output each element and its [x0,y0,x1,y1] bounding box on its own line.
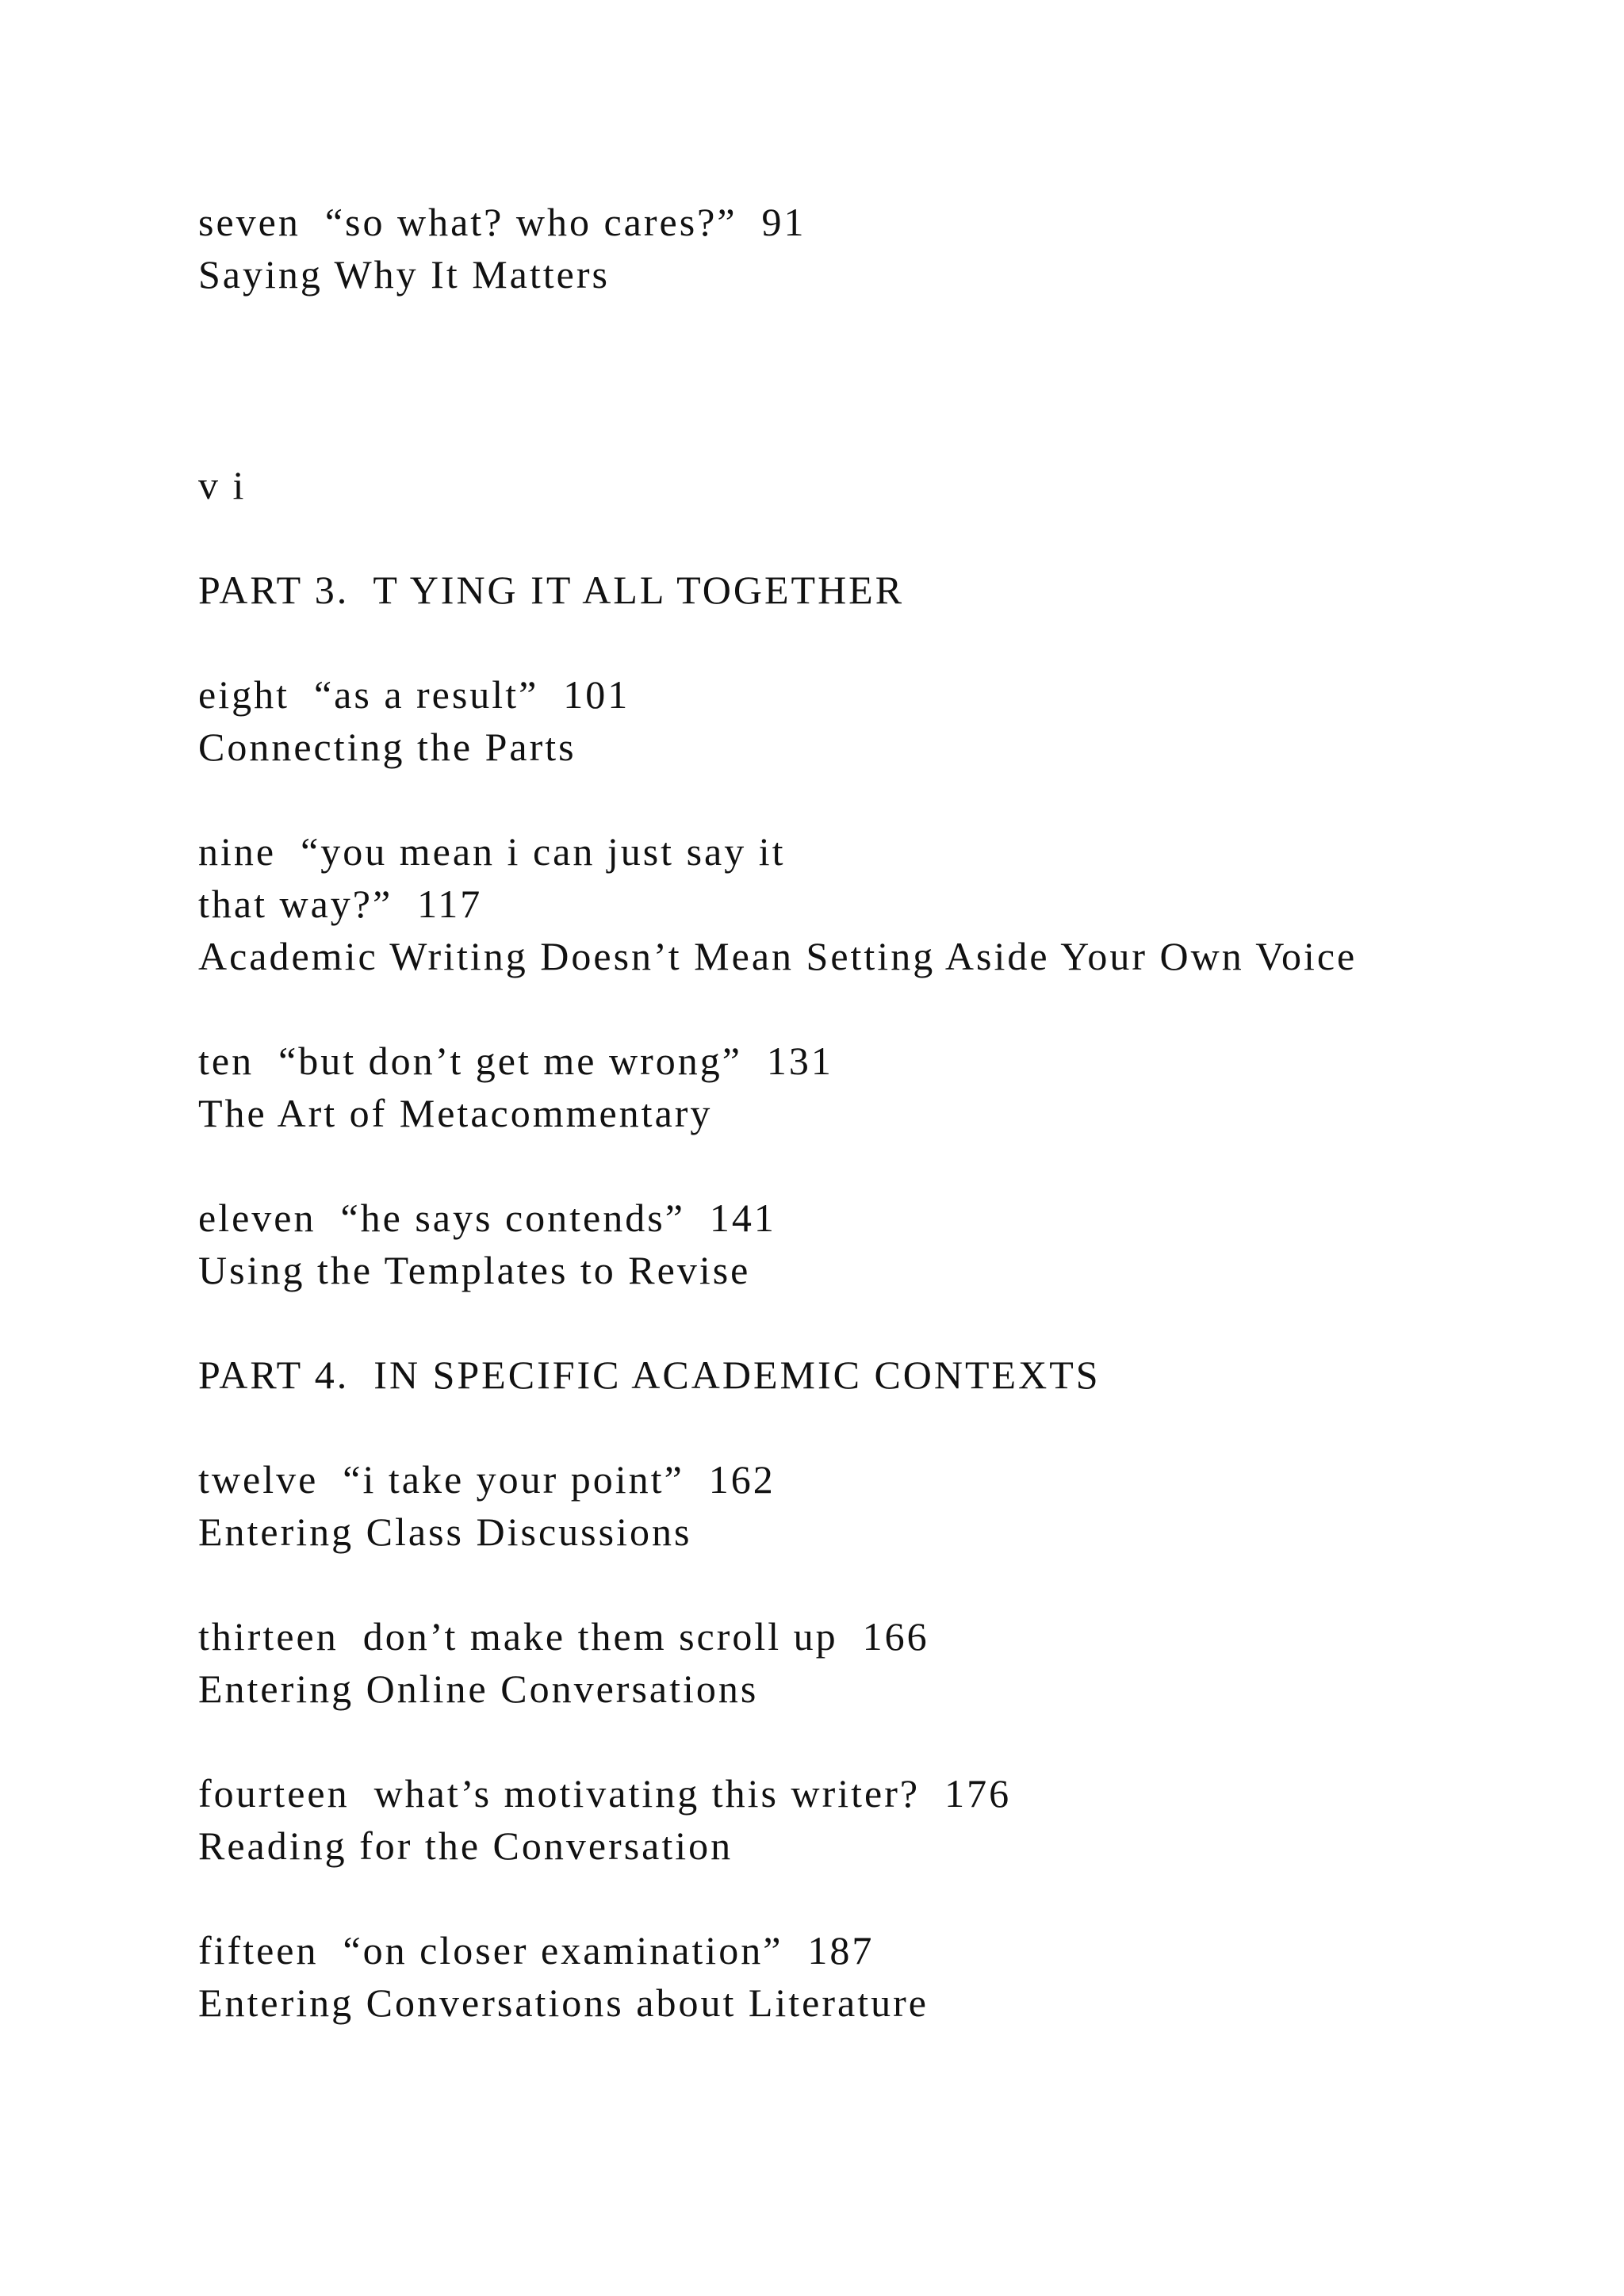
toc-entry-thirteen-subtitle: Entering Online Conversations [198,1667,759,1711]
toc-entry-nine-subtitle: Academic Writing Doesn’t Mean Setting Aside Your Own Voice [198,934,1358,978]
toc-entry-thirteen-title: thirteen don’t make them scroll up 166 [198,1614,929,1659]
toc-entry-seven-title: seven “so what? who cares?” 91 [198,200,806,244]
toc-entry-twelve-title: twelve “i take your point” 162 [198,1457,776,1502]
part-4-heading: PART 4. IN SPECIFIC ACADEMIC CONTEXTS [198,1353,1101,1397]
toc-entry-fifteen-subtitle: Entering Conversations about Literature [198,1980,929,2025]
toc-entry-seven-subtitle: Saying Why It Matters [198,252,610,297]
toc-entry-eight-subtitle: Connecting the Parts [198,725,576,769]
toc-entry-eleven-subtitle: Using the Templates to Revise [198,1248,751,1292]
toc-entry-eleven-title: eleven “he says contends” 141 [198,1196,776,1240]
toc-entry-ten-title: ten “but don’t get me wrong” 131 [198,1039,833,1083]
toc-entry-fourteen-subtitle: Reading for the Conversation [198,1823,733,1868]
toc-entry-ten-subtitle: The Art of Metacommentary [198,1091,713,1135]
toc-entry-fourteen-title: fourteen what’s motivating this writer? 176 [198,1771,1012,1816]
toc-entry-fifteen-title: fifteen “on closer examination” 187 [198,1928,875,1973]
toc-entry-nine-title-line-2: that way?” 117 [198,882,483,926]
toc-entry-eight-title: eight “as a result” 101 [198,672,630,717]
part-3-heading: PART 3. T YING IT ALL TOGETHER [198,568,905,612]
toc-entry-twelve-subtitle: Entering Class Discussions [198,1510,692,1554]
toc-entry-nine-title-line-1: nine “you mean i can just say it [198,829,786,874]
page-number-roman: v i [198,463,247,507]
